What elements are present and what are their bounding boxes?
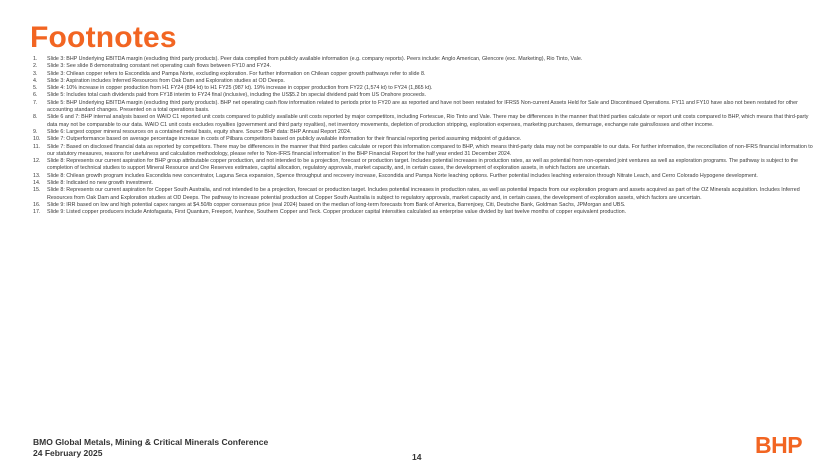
presentation-date: 24 February 2025 [33, 448, 103, 458]
bhp-logo: BHP [755, 432, 803, 458]
footnote-item [33, 173, 815, 180]
footnote-number: 14. [33, 180, 41, 187]
footnote-text: Slide 9: Listed copper producers include Antofagasta, First Quantum, Freeport, Ivanhoe, Southern Copper and Teck. Copper producer capital intensities calculated as enterprise value divided by last twelve months of copper equivalent production. [47, 209, 627, 216]
footnote-item [33, 71, 815, 78]
footnote-text: Slide 3: Aspiration includes Inferred Resources from Oak Dam and Exploration studies at OD Deeps. [47, 77, 285, 84]
conference-name: BMO Global Metals, Mining & Critical Minerals Conference [33, 437, 269, 447]
page-number: 14 [412, 452, 422, 462]
footnote-number: 6. [33, 92, 38, 99]
page-title: Footnotes [30, 21, 177, 54]
footnote-item [33, 78, 815, 85]
footnote-number: 9. [33, 128, 38, 135]
footnote-item [33, 85, 815, 92]
footnote-text: Slide 8: Chilean growth program includes Escondida new concentrator, Laguna Seca expansion, Spence throughput and recovery increase, Escondida and Pampa Norte leaching options. Further potential includes leaching extension through Nitrate Leach, and Cerro Colorado Hypogene development. [47, 172, 758, 179]
footnote-number: 7. [33, 99, 38, 106]
footnote-number: 8. [33, 114, 38, 121]
footnote-text: Slide 3: BHP Underlying EBITDA margin (excluding third party products). Peer data compiled from publicly available information (e.g. company reports). Peers include: Anglo American, Glencore (exc. Marketing), Rio Tinto, Vale. [47, 56, 583, 62]
footnote-text: Slide 6: Largest copper mineral resources on a contained metal basis, equity share. Source BHP data: BHP Annual Report 2024. [47, 128, 352, 135]
footnote-text: Slide 8: Represents our current aspiration for BHP group attributable copper production, and not intended to be a projection, forecast or production target. Includes potential increases in production rates, as well as potential from non-operated joint ventures as well as exploration programs. The pathway is subject to the completion of technical studies to support Mineral Resource and Ore Reserves estimates, capital allocation, regulatory approvals, market capacity, and, in certain cases, the development of exploration assets, in which factors are uncertain. [47, 158, 799, 172]
footnote-text: Slide 5: Includes total cash dividends paid from FY18 interim to FY24 final (inclusive), including the US$5.2 bn special dividend paid from US Onshore proceeds. [47, 92, 427, 99]
footnote-text: Slide 7: Based on disclosed financial data as reported by competitors. There may be differences in the manner that third parties calculate or report this information compared to BHP, which means third-party data may not be comparable to our data. For further information, the reconciliation of non-IFRS financial information to our statutory measures, reasons for usefulness and calculation methodology, please refer to 'Non-IFRS financial information' in the BHP Financial Report for the half year ended 31 December 2024. [47, 143, 813, 157]
footnote-item [33, 114, 815, 129]
footnotes-list [33, 56, 815, 217]
footnote-text: Slide 3: See slide 8 demonstrating constant net operating cash flows between FY10 and FY24. [47, 63, 271, 70]
footnote-number: 4. [33, 77, 38, 84]
footnote-text: Slide 3: Chilean copper refers to Escondida and Pampa Norte, excluding exploration. For further information on Chilean copper growth pathways refer to slide 8. [47, 70, 426, 77]
footnote-text: Slide 5: BHP Underlying EBITDA margin (excluding third party products). BHP net operating cash flow information related to periods prior to FY20 are as reported and have not been restated for IFRS5 Non-current Assets Held for Sale and Discontinued Operations. FY11 and FY10 have also not been restated for other accounting standard changes. Presented on a total operations basis. [47, 99, 798, 114]
footnote-number: 16. [33, 201, 41, 208]
footnote-item [33, 56, 815, 63]
footnote-text: Slide 8: Indicated no new growth investment. [47, 180, 154, 187]
footnote-item [33, 144, 815, 159]
footnote-number: 5. [33, 85, 38, 92]
footer [33, 437, 268, 459]
footnote-number: 13. [33, 172, 41, 179]
footnote-number: 2. [33, 63, 38, 70]
footnote-text: Slide 8: Represents our current aspiration for Copper South Australia, and not intended to be a projection, forecast or production target. Includes potential increases in production rates, as well as potential impacts from our exploration program and assets acquired as part of the OZ Minerals acquisition. Includes Inferred Resources from Oak Dam and Exploration studies at OD Deeps. The pathway to increase potential production at Copper South Australia is subject to regulatory approvals, market capacity and, in certain cases, the development of exploration assets, which factors are uncertain. [47, 187, 800, 201]
footnote-item [33, 187, 815, 202]
footnote-number: 15. [33, 187, 41, 194]
footnote-item [33, 202, 815, 209]
footnote-item [33, 209, 815, 216]
footnote-number: 12. [33, 158, 41, 165]
footnote-item [33, 158, 815, 173]
footnote-item [33, 63, 815, 70]
footnote-number: 11. [33, 143, 41, 150]
footnote-text: Slide 9: IRR based on low and high potential capex ranges at $4.50/lb copper consensus price (real 2024) based on the median of long-term forecasts from Bank of America, Barrenjoey, Citi, Deutsche Bank, Goldman Sachs, JPMorgan and UBS. [47, 201, 626, 208]
footnote-item [33, 129, 815, 136]
footnote-number: 17. [33, 209, 41, 216]
footnote-item [33, 100, 815, 115]
footnote-number: 1. [33, 56, 38, 62]
footnote-number: 3. [33, 70, 38, 77]
footnote-item [33, 180, 815, 187]
footnote-item [33, 136, 815, 143]
footnote-text: Slide 7: Outperformance based on average percentage increase in costs of Pilbara competitors based on publicly available information for their financial reporting period assuming midpoint of guidance. [47, 136, 522, 143]
footnote-item [33, 92, 815, 99]
footnote-number: 10. [33, 136, 41, 143]
footnote-text: Slide 4: 10% increase in copper production from H1 FY24 (894 kt) to H1 FY25 (987 kt). 19% increase in copper production from FY22 (1,574 kt) to FY24 (1,865 kt). [47, 85, 433, 92]
footnote-text: Slide 6 and 7: BHP internal analysis based on WAIO C1 reported unit costs compared to publicly available unit costs reported by major competitors, including Fortescue, Rio Tinto and Vale. There may be differences in the manner that third parties calculate or report unit costs compared to BHP, which means that third-party data may not be comparable to our data. WAIO C1 unit costs excludes royalties (government and third party royalties), net inventory movements, depletion of production stripping, exploration expenses, marketing purchases, demurrage, exchange rate gains/losses and other income. [47, 114, 809, 128]
